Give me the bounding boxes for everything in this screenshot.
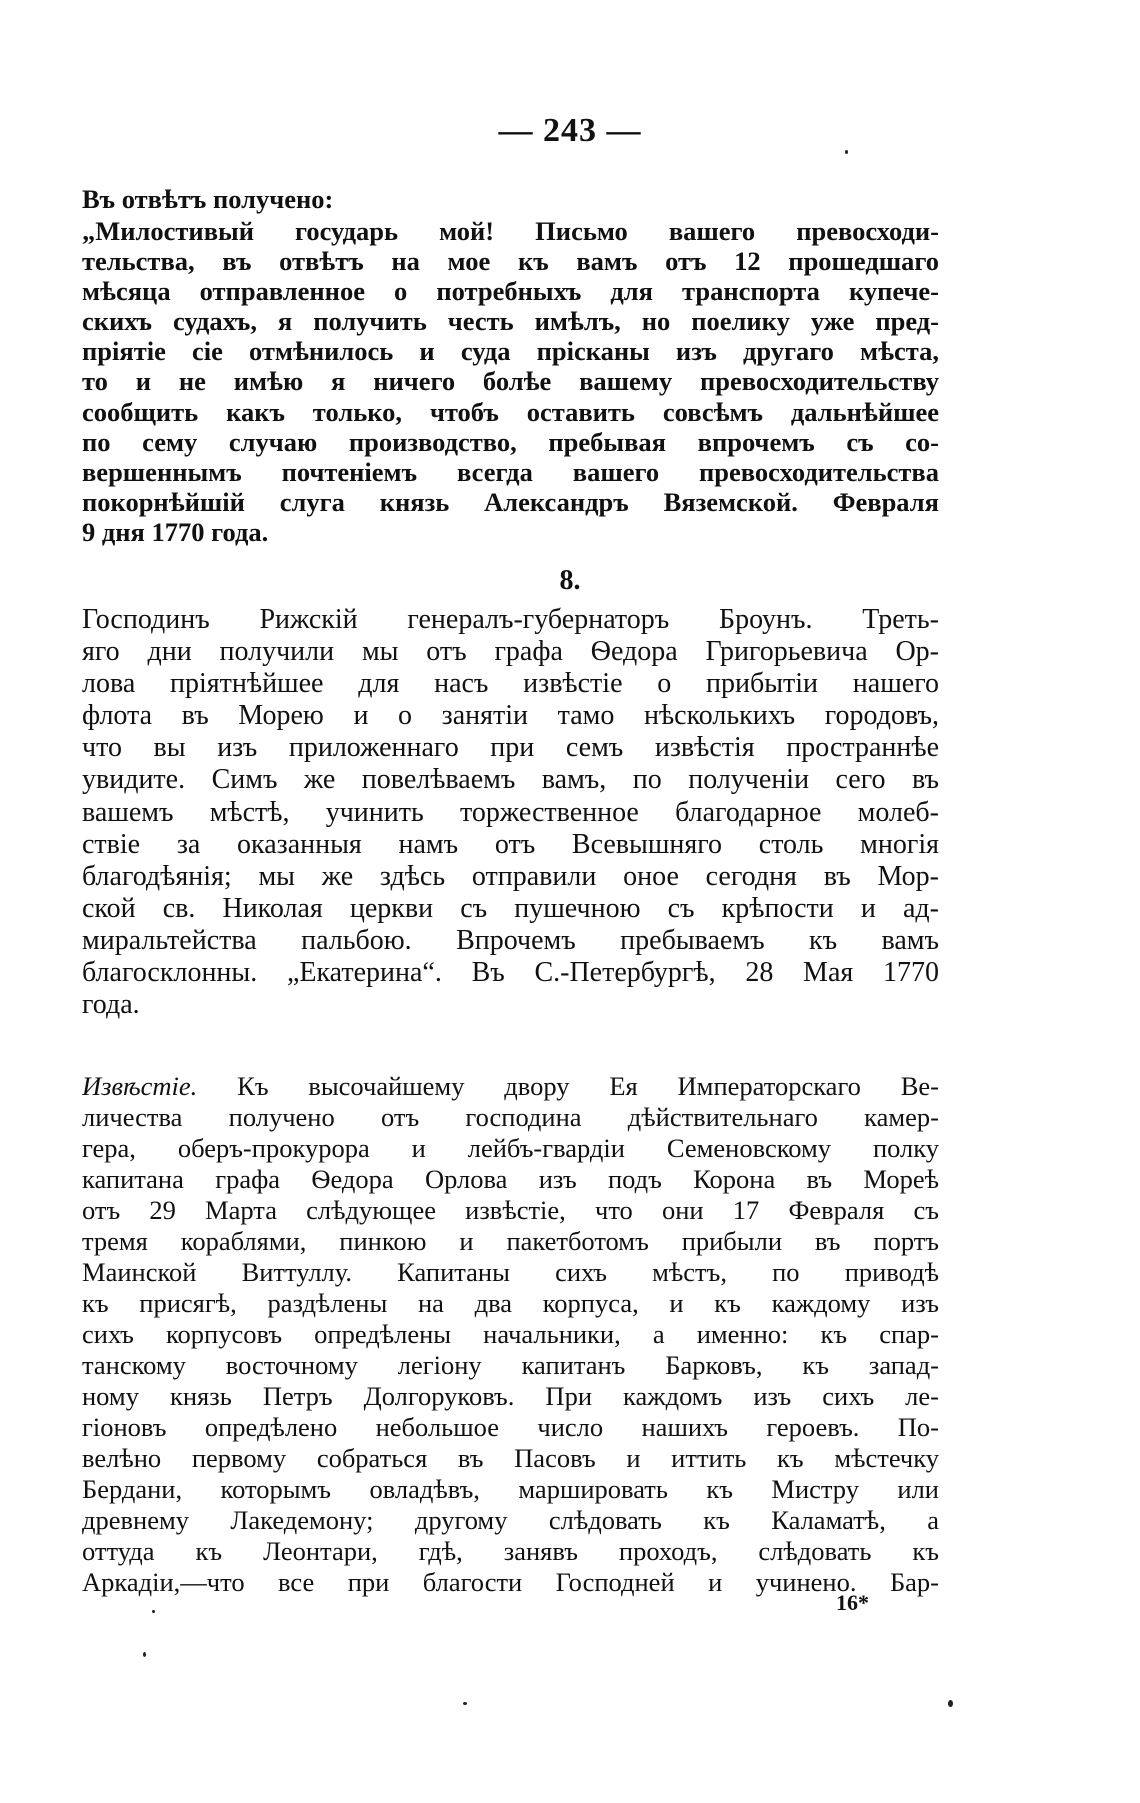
scan-speck	[143, 1652, 146, 1657]
text-line: Господинъ Рижскій генералъ-губернаторъ Броунъ. Треть-	[82, 604, 939, 635]
text-line: 9 дня 1770 года.	[82, 516, 269, 547]
text-line: велѣно первому собраться въ Пасовъ и иттить къ мѣстечку	[82, 1443, 939, 1473]
rescript-text	[82, 604, 939, 1021]
scan-speck	[463, 1702, 467, 1705]
page-number: — 243 —	[498, 112, 642, 149]
news-report	[82, 1071, 939, 1598]
text-line: сихъ корпусовъ опредѣлены начальники, а именно: къ спар-	[82, 1319, 939, 1349]
section-number: 8.	[559, 565, 581, 596]
text-line: флота въ Морею и о занятіи тамо нѣсколькихъ городовъ,	[82, 700, 939, 732]
text-line: личества получено отъ господина дѣйствительнаго камер-	[82, 1102, 939, 1132]
text-line: тремя кораблями, пинкою и пакетботомъ прибыли въ портъ	[82, 1226, 939, 1256]
text-line: скихъ судахъ, я получить честь имѣлъ, но поелику уже пред-	[82, 306, 939, 337]
text-line: гера, оберъ-прокурора и лейбъ-гвардіи Семеновскому полку	[82, 1133, 939, 1163]
text-line: то и не имѣю я ничего болѣе вашему превосходительству	[82, 366, 939, 397]
reply-heading-line: Въ отвѣтъ получено:	[82, 184, 334, 214]
text-line: пріятіе сіе отмѣнилось и суда прісканы изъ другаго мѣста,	[82, 336, 939, 367]
text-line: Бердани, которымъ овладѣвъ, маршировать къ Мистру или	[82, 1474, 939, 1504]
text-line: благосклонны. „Екатерина“. Въ С.-Петербургѣ, 28 Мая 1770	[82, 957, 939, 989]
text-line: гіоновъ опредѣлено небольшое число нашихъ героевъ. По-	[82, 1412, 939, 1442]
text-line: по сему случаю производство, пребывая впрочемъ съ со-	[82, 426, 939, 457]
text-line: увидите. Симъ же повелѣваемъ вамъ, по полученіи сего въ	[82, 764, 939, 796]
text-line: ствіе за оказанныя намъ отъ Всевышняго столь многія	[82, 828, 939, 860]
text-line: тельства, въ отвѣтъ на мое къ вамъ отъ 12 прошедшаго	[82, 246, 939, 277]
text-line: покорнѣйшій слуга князь Александръ Вяземской. Февраля	[82, 486, 939, 517]
news-first-line	[82, 1071, 939, 1102]
signature-mark: 16*	[836, 1590, 869, 1615]
text-line: миральтейства пальбою. Впрочемъ пребываемъ къ вамъ	[82, 924, 939, 956]
text-line: мѣсяца отправленное о потребныхъ для транспорта купече-	[82, 276, 939, 307]
text-line: вершеннымъ почтеніемъ всегда вашего превосходительства	[82, 456, 939, 487]
text-line: древнему Лакедемону; другому слѣдовать къ Каламатѣ, а	[82, 1505, 939, 1535]
text-line: сообщить какъ только, чтобъ оставить совсѣмъ дальнѣйшее	[82, 396, 939, 427]
news-lead-word: Извѣстіе.	[82, 1071, 198, 1101]
text-line: къ присягѣ, раздѣлены на два корпуса, и къ каждому изъ	[82, 1288, 939, 1318]
text-line: лова пріятнѣйшее для насъ извѣстіе о прибытіи нашего	[82, 668, 939, 700]
news-first-line-text: Къ высочайшему двору Ея Императорскаго Ве-	[197, 1071, 939, 1101]
text-line: ской св. Николая церкви съ пушечною съ крѣпости и ад-	[82, 892, 939, 924]
text-line: ному князь Петръ Долгоруковъ. При каждомъ изъ сихъ ле-	[82, 1381, 939, 1411]
text-line: „Милостивый государь мой! Письмо вашего превосходи-	[82, 216, 939, 246]
text-line: вашемъ мѣстѣ, учинить торжественное благодарное молеб-	[82, 796, 939, 828]
text-line: танскому восточному легіону капитанъ Барковъ, къ запад-	[82, 1350, 939, 1380]
text-line: капитана графа Ѳедора Орлова изъ подъ Корона въ Мореѣ	[82, 1164, 939, 1194]
text-line: яго дни получили мы отъ графа Ѳедора Григорьевича Ор-	[82, 636, 939, 668]
text-line: отъ 29 Марта слѣдующее извѣстіе, что они 17 Февраля съ	[82, 1195, 939, 1225]
scan-speck	[948, 1700, 953, 1707]
text-line: Маинской Виттуллу. Капитаны сихъ мѣстъ, по приводѣ	[82, 1257, 939, 1287]
reply-heading	[82, 184, 939, 214]
text-line: Аркадіи,—что все при благости Господней и учинено. Бар-	[82, 1567, 939, 1597]
scan-speck	[845, 150, 848, 154]
text-line: благодѣянія; мы же здѣсь отправили оное сегодня въ Мор-	[82, 860, 939, 892]
text-line: что вы изъ приложеннаго при семъ извѣстія пространнѣе	[82, 732, 939, 764]
text-line: года.	[82, 989, 140, 1021]
scan-speck	[152, 1610, 155, 1613]
text-line: оттуда къ Леонтари, гдѣ, занявъ проходъ, слѣдовать къ	[82, 1536, 939, 1566]
reply-letter	[82, 216, 939, 547]
